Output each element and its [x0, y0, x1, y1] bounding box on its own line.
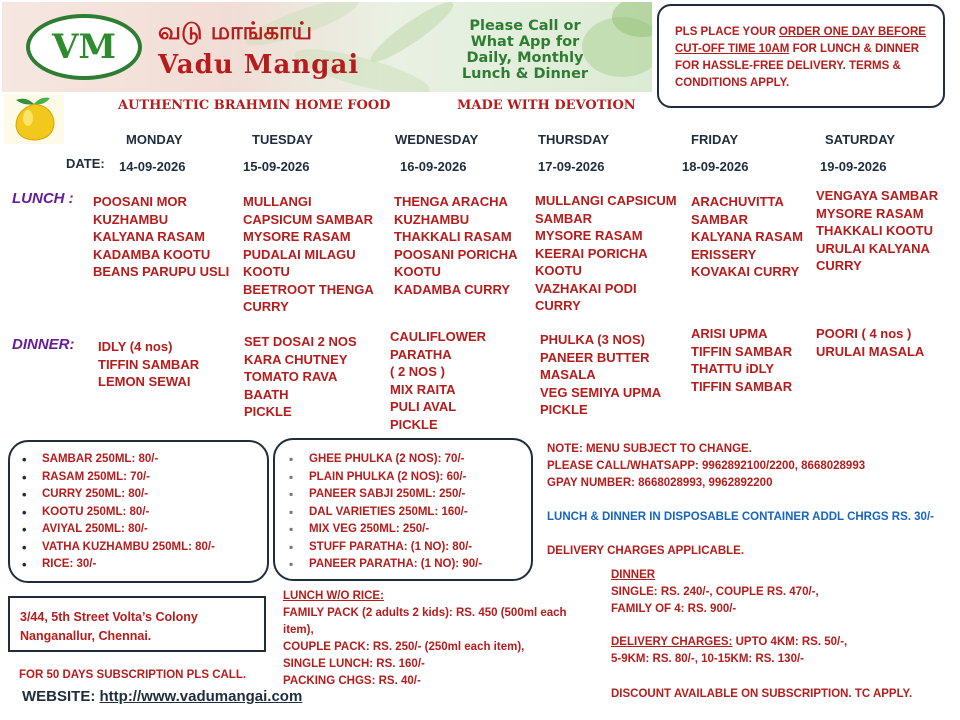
curry-price-box — [8, 440, 269, 583]
address-line: Nanganallur, Chennai. — [20, 629, 152, 643]
price-item: ▪ DAL VARIETIES 250ML: 160/- — [289, 504, 531, 522]
notice-suffix: FOR LUNCH & DINNER FOR HASSLE-FREE DELIVERY. TERMS & CONDITIONS APPLY. — [675, 43, 920, 89]
date-thursday: 17-09-2026 — [538, 159, 605, 174]
price-item: • RICE: 30/- — [22, 556, 267, 574]
menu-item: SAMBAR — [691, 211, 749, 227]
call-text-line: Daily, Monthly — [466, 50, 584, 66]
lunch-pack-line: SINGLE LUNCH: RS. 160/- — [283, 658, 425, 670]
menu-item: KALYANA RASAM — [691, 229, 803, 244]
menu-item: POOSANI PORICHA — [394, 246, 518, 262]
menu-item: PICKLE — [244, 404, 292, 419]
menu-item: PUDALAI MILAGU — [243, 246, 356, 262]
menu-item: BEETROOT THENGA — [243, 281, 374, 297]
dinner-menu-monday — [98, 338, 199, 391]
price-item: • VATHA KUZHAMBU 250ML: 80/- — [22, 539, 267, 557]
note-line: NOTE: MENU SUBJECT TO CHANGE. — [547, 443, 752, 455]
delivery-charges — [611, 634, 847, 668]
menu-item: THAKKALI KOOTU — [816, 223, 933, 238]
menu-item: PULI AVAL — [390, 399, 457, 414]
contact-line: PLEASE CALL/WHATSAPP: 9962892100/2200, 8668028993 — [547, 460, 866, 472]
menu-item: THAKKALI RASAM — [394, 229, 512, 244]
lunch-without-rice — [283, 588, 567, 690]
menu-item: KUZHAMBU — [394, 211, 470, 227]
menu-item: KUZHAMBU — [93, 211, 169, 227]
vm-logo: VM — [26, 14, 142, 80]
brand-name: Vadu Mangai — [158, 50, 360, 80]
call-info-text — [434, 18, 616, 82]
day-header-wednesday: WEDNESDAY — [395, 132, 479, 147]
container-charge-note: LUNCH & DINNER IN DISPOSABLE CONTAINER ADDL CHRGS RS. 30/- — [547, 511, 934, 523]
address-box — [8, 596, 266, 652]
day-header-tuesday: TUESDAY — [252, 132, 313, 147]
lunch-pack-line: FAMILY PACK (2 adults 2 kids): RS. 450 (500ml each — [283, 607, 567, 619]
menu-item: MIX RAITA — [390, 381, 456, 397]
menu-item: TIFFIN SAMBAR — [98, 356, 200, 372]
menu-item: KEERAI PORICHA — [535, 245, 648, 261]
menu-item: KOOTU — [394, 264, 441, 279]
menu-item: MASALA — [540, 367, 596, 382]
menu-item: IDLY (4 nos) — [98, 339, 173, 354]
lunch-menu-saturday — [816, 187, 938, 275]
price-item: • KOOTU 250ML: 80/- — [22, 504, 267, 522]
menu-item: PARATHA — [390, 346, 452, 362]
day-header-saturday: SATURDAY — [825, 132, 896, 147]
menu-item: PHULKA (3 NOS) — [540, 332, 645, 347]
lunch-pack-line: COUPLE PACK: RS. 250/- (250ml each item), — [283, 641, 525, 653]
delivery-note: DELIVERY CHARGES APPLICABLE. — [547, 545, 745, 557]
call-text-line: Please Call or — [469, 18, 581, 34]
lunch-menu-thursday — [535, 192, 677, 315]
menu-item: TIFFIN SAMBAR — [691, 343, 793, 359]
price-item: • RASAM 250ML: 70/- — [22, 469, 267, 487]
menu-item: PICKLE — [540, 402, 588, 417]
menu-item: KARA CHUTNEY — [244, 351, 348, 367]
price-item: ▪ PANEER SABJI 250ML: 250/- — [289, 486, 531, 504]
price-item: ▪ STUFF PARATHA: (1 NO): 80/- — [289, 539, 531, 557]
date-tuesday: 15-09-2026 — [243, 159, 310, 174]
menu-item: CURRY — [816, 258, 862, 273]
dinner-pricing-line: FAMILY OF 4: RS. 900/- — [611, 603, 737, 615]
date-wednesday: 16-09-2026 — [400, 159, 467, 174]
tamil-brand-name: வடு மாங்காய் — [158, 16, 313, 45]
dinner-menu-friday — [691, 325, 792, 395]
dinner-menu-wednesday — [390, 328, 486, 433]
menu-note — [547, 441, 865, 492]
lunch-menu-wednesday — [394, 193, 518, 298]
day-header-thursday: THURSDAY — [538, 132, 610, 147]
menu-item: CURRY — [535, 298, 581, 313]
north-indian-price-box — [273, 438, 533, 581]
day-header-monday: MONDAY — [126, 132, 183, 147]
menu-item: ARISI UPMA — [691, 326, 768, 341]
price-item: • AVIYAL 250ML: 80/- — [22, 521, 267, 539]
price-item: • SAMBAR 250ML: 80/- — [22, 451, 267, 469]
date-saturday: 19-09-2026 — [820, 159, 887, 174]
menu-item: URULAI MASALA — [816, 343, 925, 359]
curry-price-list — [22, 451, 267, 574]
menu-item: THENGA ARACHA — [394, 194, 508, 209]
website-label: WEBSITE: — [22, 688, 100, 705]
mango-icon — [4, 94, 64, 144]
menu-item: VENGAYA SAMBAR — [816, 188, 939, 203]
date-friday: 18-09-2026 — [682, 159, 749, 174]
price-item: ▪ GHEE PHULKA (2 NOS): 70/- — [289, 451, 531, 469]
lunch-pack-line: item), — [283, 624, 314, 636]
lunch-label: LUNCH : — [12, 190, 74, 207]
dinner-pricing-line: SINGLE: RS. 240/-, COUPLE RS. 470/-, — [611, 586, 819, 598]
date-label: DATE: — [66, 156, 105, 171]
menu-item: KOOTU — [243, 264, 290, 279]
menu-item: BEANS PARUPU USLI — [93, 264, 230, 279]
dinner-label: DINNER: — [12, 336, 75, 353]
delivery-charges-line: UPTO 4KM: RS. 50/-, — [732, 636, 848, 648]
menu-item: ERISSERY — [691, 246, 757, 262]
menu-item: KADAMBA CURRY — [394, 281, 511, 297]
price-item: • CURRY 250ML: 80/- — [22, 486, 267, 504]
menu-item: CAULIFLOWER — [390, 329, 487, 344]
north-indian-price-list — [289, 451, 531, 574]
gpay-line: GPAY NUMBER: 8668028993, 9962892200 — [547, 477, 773, 489]
menu-item: CAPSICUM SAMBAR — [243, 211, 373, 227]
lunch-menu-tuesday — [243, 193, 374, 316]
menu-item: CURRY — [243, 299, 289, 314]
menu-item: LEMON SEWAI — [98, 374, 191, 389]
call-text-line: What App for — [470, 34, 580, 50]
menu-item: PANEER BUTTER — [540, 349, 650, 365]
notice-cutoff: ORDER ONE DAY BEFORE CUT-OFF TIME 10AM — [675, 26, 926, 55]
menu-item: TOMATO RAVA — [244, 369, 338, 384]
order-notice-box — [657, 4, 945, 108]
menu-item: MYSORE RASAM — [243, 229, 351, 244]
price-item: ▪ MIX VEG 250ML: 250/- — [289, 521, 531, 539]
dinner-menu-tuesday — [244, 333, 357, 421]
menu-item: KADAMBA KOOTU — [93, 246, 211, 262]
menu-item: THATTU iDLY — [691, 361, 775, 376]
tagline-devotion: MADE WITH DEVOTION — [457, 98, 636, 113]
lunch-menu-monday — [93, 193, 229, 281]
menu-item: TIFFIN SAMBAR — [691, 378, 793, 394]
menu-item: SET DOSAI 2 NOS — [244, 334, 357, 349]
delivery-charges-header: DELIVERY CHARGES: — [611, 636, 733, 648]
menu-item: ARACHUVITTA — [691, 194, 784, 209]
website — [22, 688, 302, 705]
menu-item: MYSORE RASAM — [535, 228, 643, 243]
discount-note: DISCOUNT AVAILABLE ON SUBSCRIPTION. TC APPLY. — [611, 688, 913, 700]
menu-item: POORI ( 4 nos ) — [816, 326, 912, 341]
price-item: ▪ PANEER PARATHA: (1 NO): 90/- — [289, 556, 531, 574]
menu-item: VEG SEMIYA UPMA — [540, 384, 662, 400]
menu-item: KALYANA RASAM — [93, 229, 205, 244]
menu-item: PICKLE — [390, 416, 438, 432]
menu-item: MULLANGI — [243, 194, 312, 209]
lunch-menu-friday — [691, 193, 803, 281]
menu-item: MULLANGI CAPSICUM — [535, 193, 677, 208]
menu-item: BAATH — [244, 386, 289, 402]
call-text-line: Lunch & Dinner — [461, 66, 589, 82]
menu-item: POOSANI MOR — [93, 194, 187, 209]
menu-item: VAZHAKAI PODI — [535, 280, 637, 296]
website-link[interactable]: http://www.vadumangai.com — [99, 688, 303, 705]
dinner-menu-thursday — [540, 331, 661, 419]
menu-item: ( 2 NOS ) — [390, 364, 445, 379]
dinner-pricing-header: DINNER — [611, 569, 656, 581]
menu-item: MYSORE RASAM — [816, 205, 924, 221]
delivery-charges-line: 5-9KM: RS. 80/-, 10-15KM: RS. 130/- — [611, 653, 805, 665]
header-banner — [2, 2, 652, 92]
date-monday: 14-09-2026 — [119, 159, 186, 174]
dinner-menu-saturday — [816, 325, 924, 360]
lunch-without-rice-header: LUNCH W/O RICE: — [283, 590, 384, 602]
lunch-pack-line: PACKING CHGS: RS. 40/- — [283, 675, 421, 687]
tagline-authentic: AUTHENTIC BRAHMIN HOME FOOD — [118, 98, 391, 113]
price-item: ▪ PLAIN PHULKA (2 NOS): 60/- — [289, 469, 531, 487]
menu-item: URULAI KALYANA — [816, 240, 930, 256]
notice-prefix: PLS PLACE YOUR — [675, 26, 779, 38]
menu-item: SAMBAR — [535, 210, 593, 226]
dinner-pricing — [611, 567, 819, 618]
day-header-friday: FRIDAY — [691, 132, 739, 147]
subscription-note: FOR 50 DAYS SUBSCRIPTION PLS CALL. — [19, 669, 247, 681]
address-line: 3/44, 5th Street Volta’s Colony — [20, 610, 198, 624]
menu-item: KOVAKAI CURRY — [691, 264, 800, 279]
menu-item: KOOTU — [535, 263, 582, 278]
